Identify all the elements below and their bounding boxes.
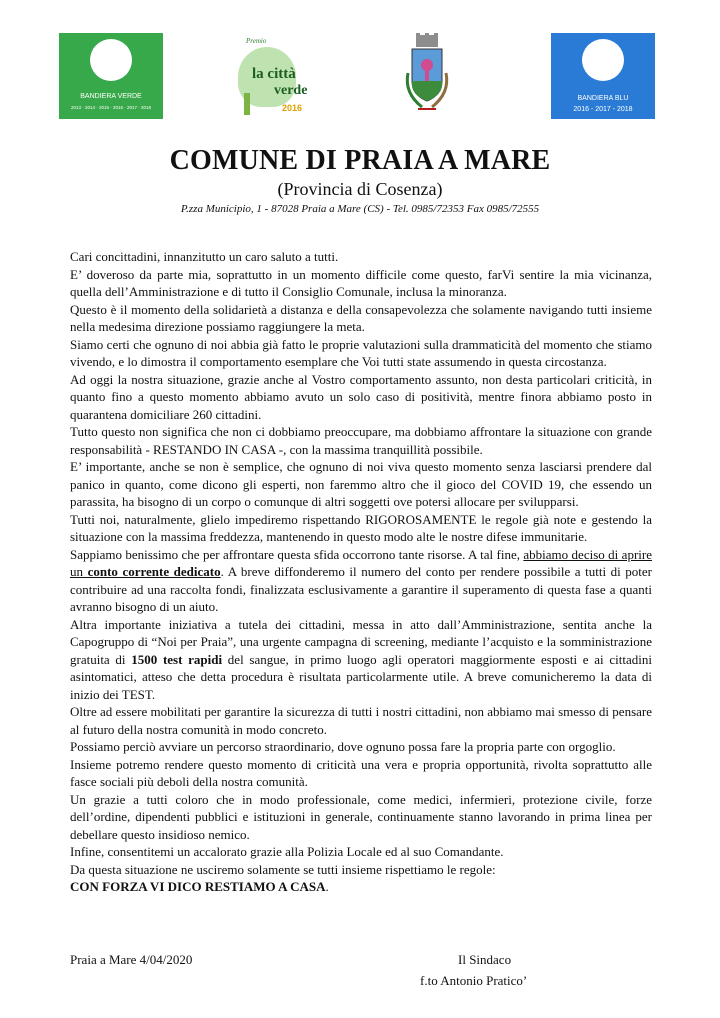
text-run: Altra importante iniziativa a tutela dei cittadini, messa in atto dall’Amministrazione, sentita anche la Capogruppo di “Noi per Praia”, una urgente campagna di screening, mediante l’acquisto e la somministrazione gratuita di bbox=[70, 616, 652, 667]
bandiera-blu-label: BANDIERA BLU bbox=[577, 95, 629, 102]
text-run: del sangue, in primo luogo agli operatori maggiormente esposti e ai cittadini asintomatici, atteso che detta procedura è risultata particolarmente utile. A breve comunicheremo la data di inizio dei TEST. bbox=[70, 651, 652, 702]
paragraph bbox=[70, 546, 652, 616]
paragraph: Insieme potremo rendere questo momento di criticità una vera e propria opportunità, rivolta soprattutto alle fasce sociali più deboli della nostra comunità. bbox=[70, 756, 652, 789]
child-icon bbox=[90, 39, 132, 81]
municipal-crest-icon bbox=[402, 33, 452, 119]
closing-line bbox=[70, 878, 652, 896]
citta-year: 2016 bbox=[282, 103, 303, 113]
citta-line2: verde bbox=[274, 83, 308, 98]
signer-name: f.to Antonio Pratico’ bbox=[420, 973, 528, 988]
text-run: Sappiamo benissimo che per affrontare questa sfida occorrono tante risorse. A tal fine, bbox=[70, 546, 524, 562]
paragraph: Cari concittadini, innanzitutto un caro saluto a tutti. bbox=[70, 249, 339, 264]
paragraph: Infine, consentitemi un accalorato grazie alla Polizia Locale ed al suo Comandante. bbox=[70, 844, 504, 859]
text-run-underlined: abbiamo deciso di aprire un bbox=[70, 546, 652, 579]
paragraph bbox=[70, 616, 652, 704]
citta-premio: Premio bbox=[246, 37, 267, 45]
page-subtitle: (Provincia di Cosenza) bbox=[277, 179, 443, 199]
page-title: COMUNE DI PRAIA A MARE bbox=[169, 145, 551, 176]
paragraph: Siamo certi che ognuno di noi abbia già fatto le proprie valutazioni sulla drammaticità del momento che stiamo vivendo, e lo dimostra il comportamento esemplare che Voi tutti state assumendo in questa circostanza. bbox=[70, 336, 652, 369]
bandiera-blu-logo bbox=[551, 33, 655, 119]
place-date: Praia a Mare 4/04/2020 bbox=[70, 952, 193, 967]
paragraph: Tutto questo non significa che non ci dobbiamo preoccupare, ma dobbiamo affrontare la situazione con grande responsabilità - RESTANDO IN CASA -, con la massima tranquillità possibile. bbox=[70, 424, 652, 457]
text-run: . A breve diffonderemo il numero del conto per rendere possibile a tutti di poter contribuire ad una raccolta fondi, finalizzata esclusivamente a garantire il superamento di questa fase a quanti avranno bisogno di un aiuto. bbox=[70, 564, 653, 614]
bandiera-verde-logo bbox=[59, 33, 163, 119]
bandiera-blu-years: 2016 - 2017 - 2018 bbox=[573, 106, 633, 113]
closing-bold: CON FORZA VI DICO RESTIAMO A CASA bbox=[70, 879, 326, 894]
paragraph: Tutti noi, naturalmente, glielo impediremo rispettando RIGOROSAMENTE le regole già note e gestendo la situazione con la massima freddezza, mantenendo in questo modo alte le nostre difese immunitarie. bbox=[70, 511, 652, 544]
paragraph: E’ doveroso da parte mia, soprattutto in un momento difficile come questo, farVi sentire la mia vicinanza, quella dell’Amministrazione e di tutto il Consiglio Comunale, inclusa la minoranza. bbox=[70, 266, 652, 299]
signer-title: Il Sindaco bbox=[458, 952, 512, 967]
paragraph: Da questa situazione ne usciremo solamente se tutti insieme rispettiamo le regole: bbox=[70, 861, 496, 877]
bandiera-verde-label: BANDIERA VERDE bbox=[80, 93, 142, 100]
paragraph: Questo è il momento della solidarietà a distanza e della consapevolezza che solamente navigando tutti insieme nella medesima direzione possiamo raggiungere la meta. bbox=[70, 301, 652, 334]
address-line: P.zza Municipio, 1 - 87028 Praia a Mare (CS) - Tel. 0985/72353 Fax 0985/72555 bbox=[180, 203, 540, 215]
paragraph: Possiamo perciò avviare un percorso straordinario, dove ognuno possa fare la propria parte con orgoglio. bbox=[70, 739, 616, 754]
letter-body bbox=[70, 248, 652, 896]
paragraph: Un grazie a tutti coloro che in modo professionale, come medici, infermieri, protezione civile, forze dell’ordine, dipendenti pubblici e istituzioni in generale, continuamente stanno lavorando in prima linea per debellare questo insidioso nemico. bbox=[70, 791, 652, 842]
wave-icon bbox=[582, 39, 624, 81]
bandiera-verde-years: 2013 · 2014 · 2015 · 2016 · 2017 · 2018 bbox=[70, 105, 152, 110]
citta-verde-logo bbox=[234, 33, 314, 119]
closing-dot: . bbox=[325, 879, 329, 894]
paragraph: E’ importante, anche se non è semplice, che ognuno di noi viva questo momento senza lasciarsi prendere dal panico in quanto, come dicono gli esperti, non faremmo altro che il gioco del COVID 19, che essendo un parassita, ha bisogno di un corpo o comunque di altri soggetti ove potersi allocare per svilupparsi. bbox=[70, 459, 652, 509]
paragraph: Ad oggi la nostra situazione, grazie anche al Vostro comportamento assunto, non desta particolari criticità, in quanto fino a questo momento abbiamo avuto un solo caso di positività, mentre finora abbiamo posto in quarantena domiciliare 260 cittadini. bbox=[70, 371, 652, 422]
text-run-bold: 1500 test rapidi bbox=[131, 651, 223, 667]
citta-line1: la città bbox=[252, 66, 296, 82]
text-run-bold-underlined: conto corrente dedicato bbox=[87, 564, 221, 579]
paragraph: Oltre ad essere mobilitati per garantire la sicurezza di tutti i nostri cittadini, non abbiamo mai smesso di pensare al futuro della nostra comunità in modo concreto. bbox=[70, 704, 652, 737]
